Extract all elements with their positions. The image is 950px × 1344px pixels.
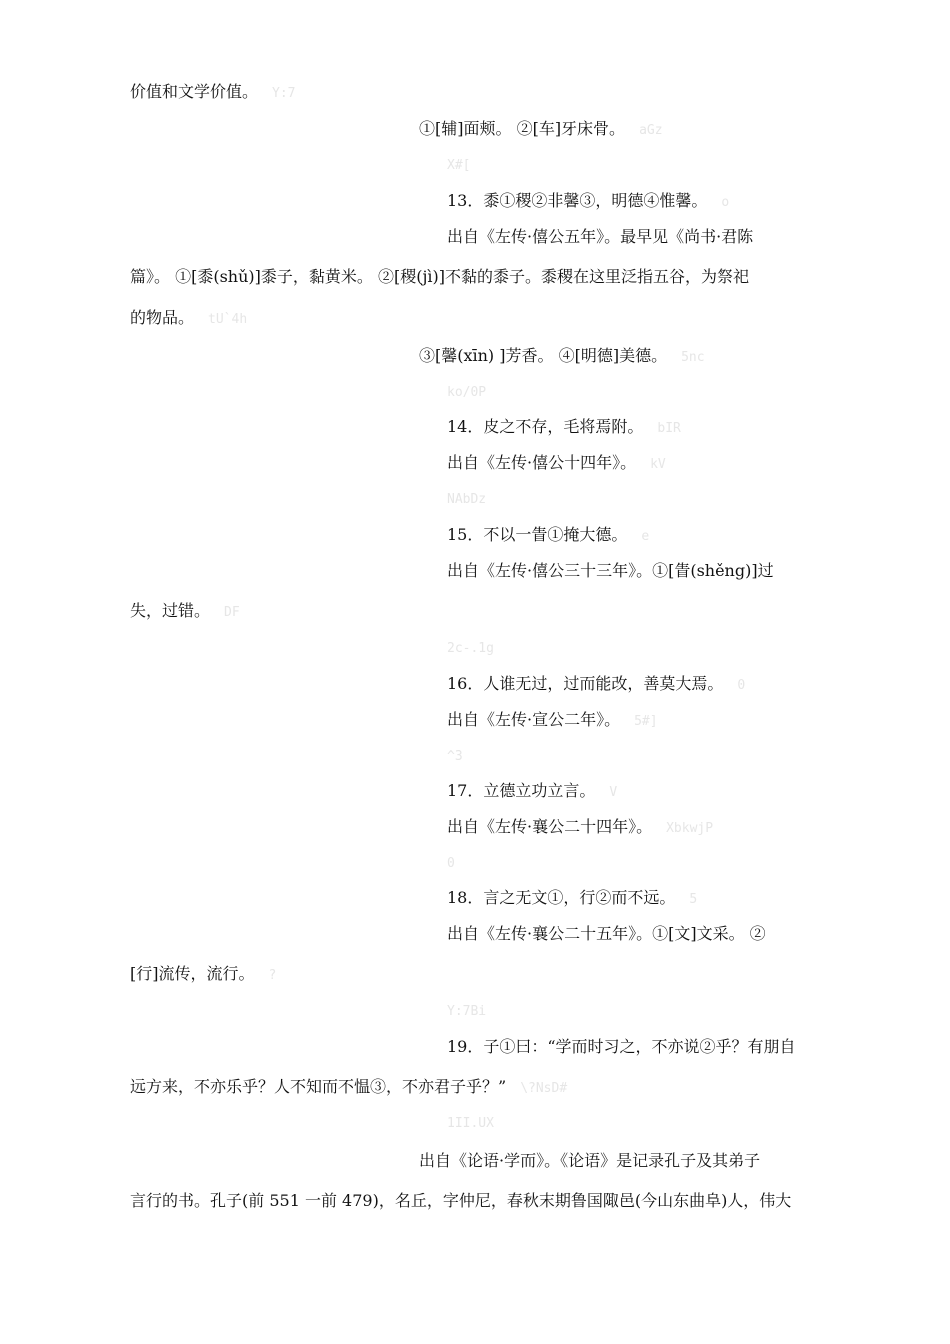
watermark-noise: 0: [447, 856, 455, 871]
watermark-noise: Y:7: [272, 86, 296, 101]
text-line: 出自《左传·襄公二十五年》。①[文]文采。 ②: [447, 924, 766, 943]
text-line: 言行的书。孔子(前 551 一前 479)，名丘，字仲尼，春秋末期鲁国陬邑(今山东曲阜)人，伟大: [130, 1191, 792, 1210]
text-line: 19．子①曰：“学而时习之，不亦说②乎？有朋自: [447, 1037, 796, 1056]
watermark-noise: XbkwjP: [666, 821, 714, 836]
watermark-noise: tU`4h: [208, 312, 248, 327]
watermark-noise: \?NsD#: [520, 1081, 568, 1096]
watermark-noise: e: [641, 529, 650, 544]
watermark-noise: ?: [268, 968, 277, 983]
watermark-noise: Y:7Bi: [447, 1004, 487, 1019]
watermark-noise: 5nc: [681, 350, 705, 365]
text-line: 出自《左传·襄公二十四年》。 XbkwjP: [447, 817, 714, 836]
text-line: 失，过错。 DF: [130, 601, 240, 620]
text-line: 价值和文学价值。 Y:7: [130, 82, 296, 101]
text-line: 18．言之无文①，行②而不远。 5: [447, 888, 698, 907]
text-line: 13．黍①稷②非馨③，明德④惟馨。 o: [447, 191, 730, 210]
watermark-noise: DF: [224, 605, 240, 620]
watermark-noise: 5#]: [634, 714, 658, 729]
text-line: 15．不以一眚①掩大德。 e: [447, 525, 650, 544]
text-line: 16．人谁无过，过而能改，善莫大焉。 0: [447, 674, 746, 693]
text-line: 出自《左传·宣公二年》。 5#]: [447, 710, 658, 729]
text-line: 出自《左传·僖公五年》。最早见《尚书·君陈: [447, 227, 754, 246]
text-line: 出自《左传·僖公十四年》。 kV: [447, 453, 666, 472]
watermark-noise: NAbDz: [447, 492, 487, 507]
text-line: 的物品。 tU`4h: [130, 308, 248, 327]
text-line: 篇》。 ①[黍(shǔ)]黍子，黏黄米。 ②[稷(jì)]不黏的黍子。黍稷在这里泛指五谷，为祭祀: [130, 267, 750, 286]
watermark-noise: bIR: [657, 421, 681, 436]
watermark-noise: ko/0P: [447, 385, 487, 400]
text-line: 14．皮之不存，毛将焉附。 bIR: [447, 417, 681, 436]
watermark-noise: ^3: [447, 749, 463, 764]
watermark-noise: kV: [650, 457, 666, 472]
watermark-noise: V: [609, 785, 618, 800]
text-line: 远方来，不亦乐乎？人不知而不愠③，不亦君子乎？” \?NsD#: [130, 1077, 568, 1096]
text-line: ①[辅]面颊。 ②[车]牙床骨。 aGz: [419, 119, 663, 138]
watermark-noise: 2c-.1g: [447, 641, 494, 656]
text-line: 出自《论语·学而》。《论语》是记录孔子及其弟子: [419, 1151, 761, 1170]
text-line: [行]流传，流行。 ?: [130, 964, 277, 983]
watermark-noise: 0: [737, 678, 746, 693]
watermark-noise: 1II.UX: [447, 1116, 494, 1131]
watermark-noise: X#[: [447, 158, 471, 173]
text-line: 17．立德立功立言。 V: [447, 781, 618, 800]
watermark-noise: aGz: [639, 123, 663, 138]
text-line: 出自《左传·僖公三十三年》。①[眚(shěng)]过: [447, 561, 774, 580]
text-line: ③[馨(xīn) ]芳香。 ④[明德]美德。 5nc: [419, 346, 705, 365]
watermark-noise: 5: [689, 892, 698, 907]
watermark-noise: o: [721, 195, 730, 210]
